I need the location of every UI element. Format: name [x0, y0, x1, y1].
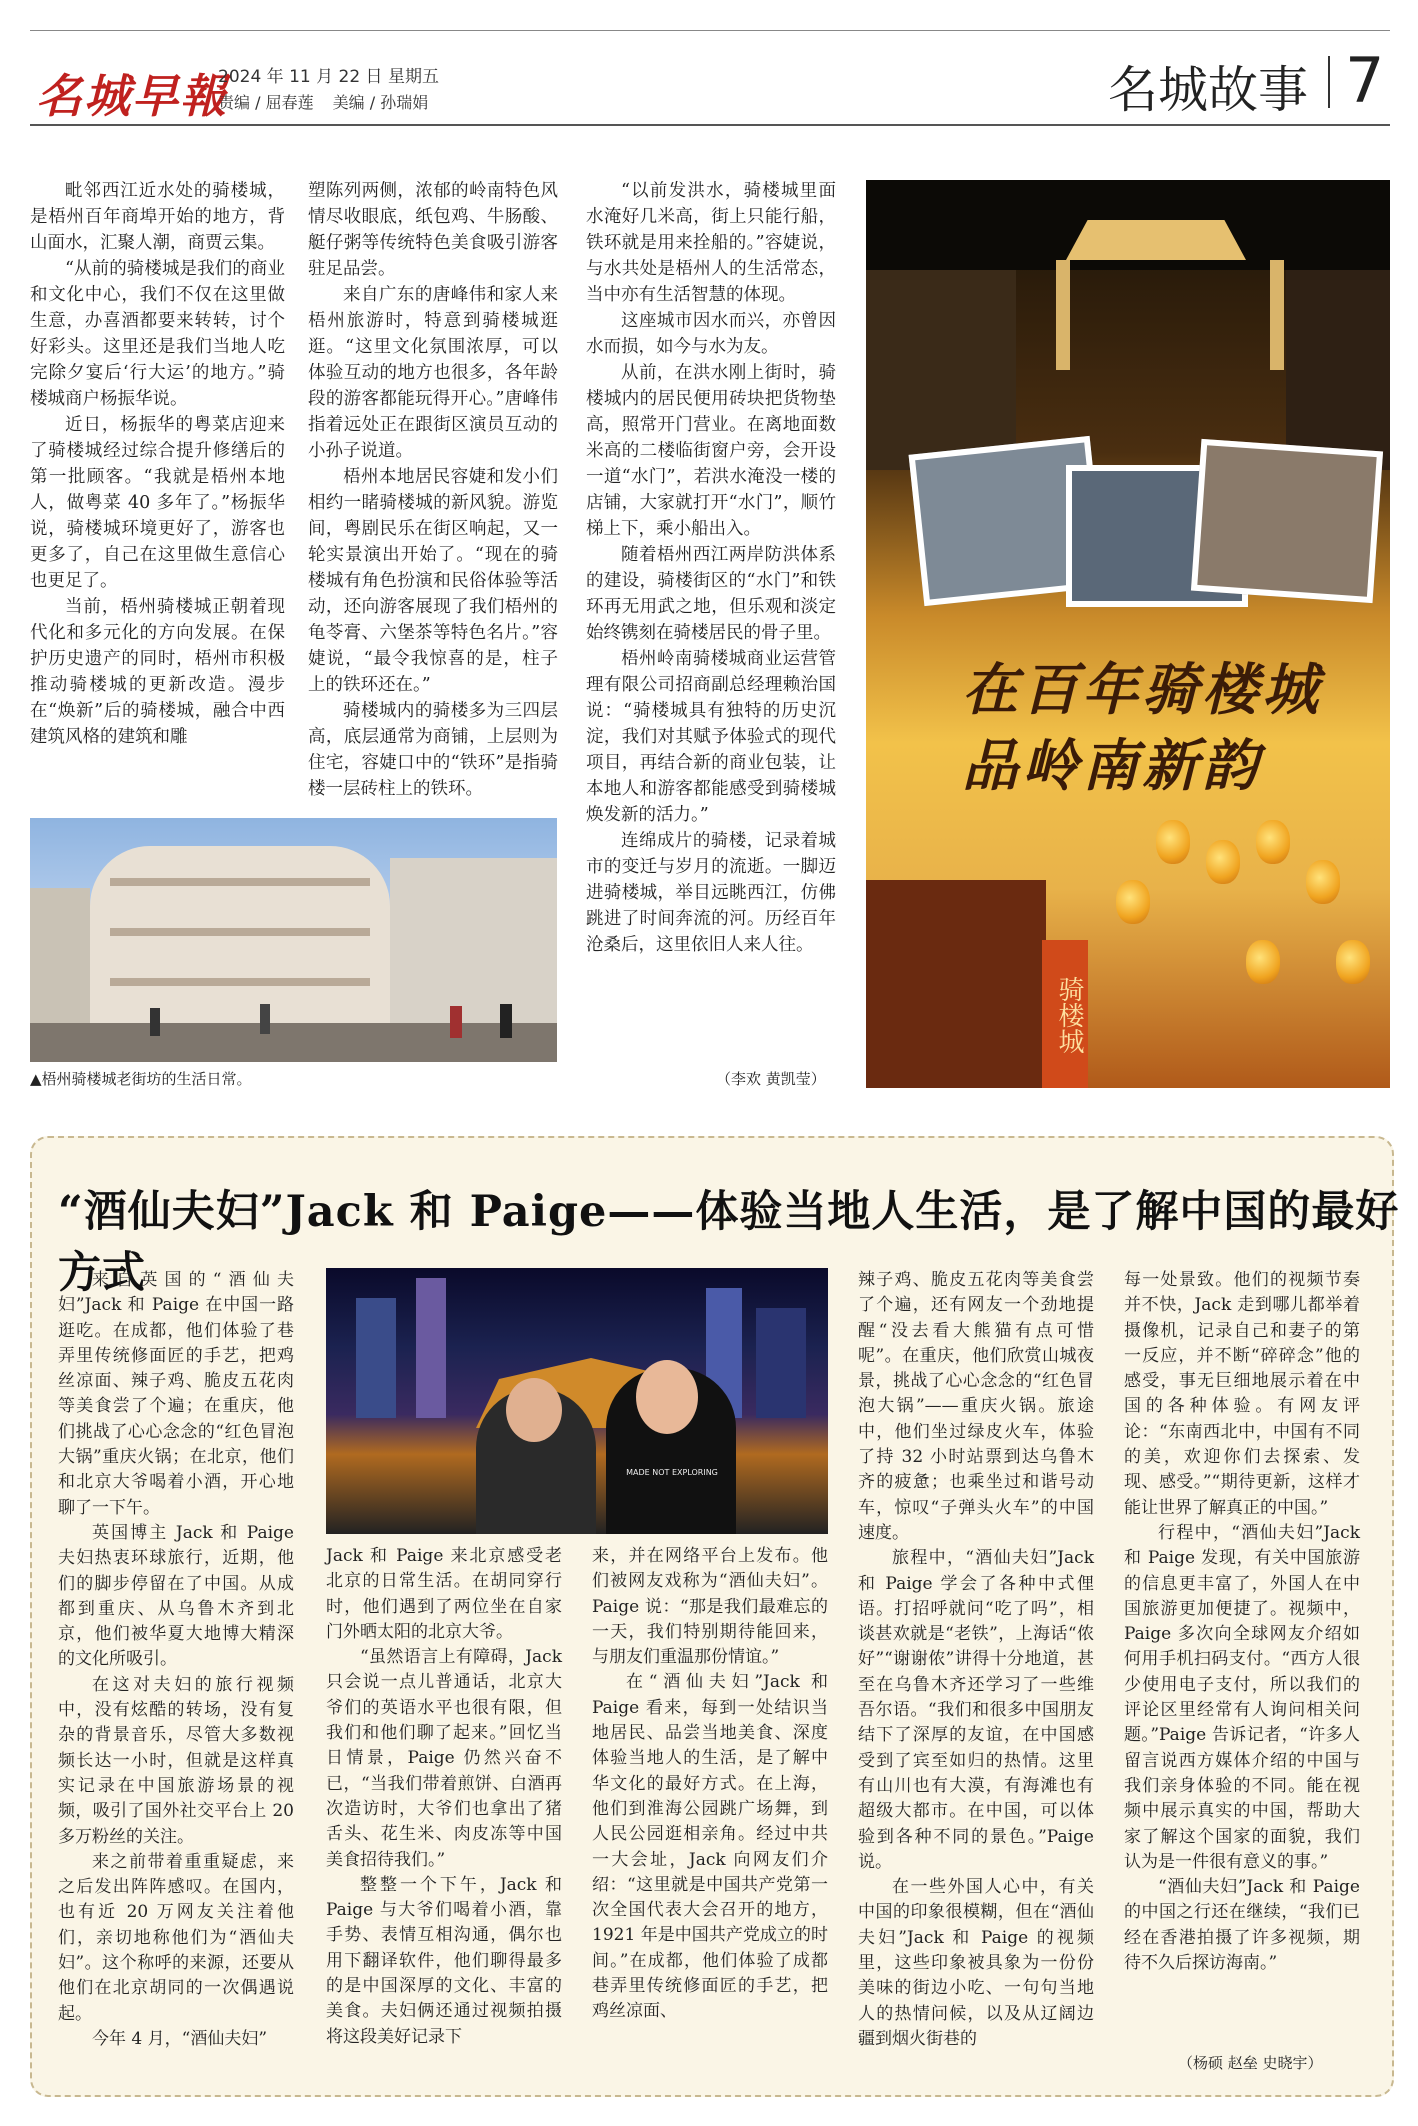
- paragraph: 辣子鸡、脆皮五花肉等美食尝了个遍，还有网友一个劲地提醒“没去看大熊猫有点可惜呢”。在重庆，他们欣赏山城夜景，挑战了心心念念的“红色冒泡大锅”——重庆火锅。旅途中，他们坐过绿皮火车，体验了持 32 小时站票到达乌鲁木齐的疲惫；也乘坐过和谐号动车，惊叹“子弹头火车”的中国速度。: [858, 1270, 1094, 1543]
- paragraph: 从前，在洪水刚上街时，骑楼城内的居民便用砖块把货物垫高，照常开门营业。在离地面数米高的二楼临街窗户旁，会开设一道“水门”，若洪水淹没一楼的店铺，大家就打开“水门”，顺竹梯上下，乘小船出入。: [586, 363, 836, 539]
- couple-night-photo: [326, 1268, 828, 1534]
- poster-headline-line1: 在百年骑楼城: [962, 657, 1322, 723]
- paragraph: 来，并在网络平台上发布。他们被网友戏称为“酒仙夫妇”。Paige 说：“那是我们最难忘的一天，我们特别期待能回来，与朋友们重温那份情谊。”: [592, 1546, 828, 1668]
- article1-column-2: [308, 178, 558, 802]
- paragraph: 在“酒仙夫妇”Jack 和 Paige 看来，每到一处结识当地居民、品尝当地美食、深度体验当地人的生活，是了解中华文化的最好方式。在上海，他们到淮海公园跳广场舞，到人民公园逛相亲角。经过中共一大会址，Jack 向网友们介绍：“这里就是中国共产党第一次全国代表大会召开的地方，1921 年是中国共产党成立的时间。”在成都，他们体验了成都巷弄里传统修面匠的手艺，把鸡丝凉面、: [592, 1672, 828, 2022]
- page-number: 7: [1345, 44, 1385, 117]
- paragraph: “虽然语言上有障碍，Jack 只会说一点儿普通话，北京大爷们的英语水平也很有限，但我们和他们聊了起来。”回忆当日情景，Paige 仍然兴奋不已，“当我们带着煎饼、白酒再次造访时，大爷们也拿出了猪舌头、花生米、肉皮冻等中国美食招待我们。”: [326, 1647, 562, 1870]
- header-bottom-rule: [30, 124, 1390, 126]
- paragraph: 连绵成片的骑楼，记录着城市的变迁与岁月的流逝。一脚迈进骑楼城，举目远眺西江，仿佛跳进了时间奔流的河。历经百年沧桑后，这里依旧人来人往。: [586, 831, 836, 955]
- paragraph: 在这对夫妇的旅行视频中，没有炫酷的转场，没有复杂的背景音乐，尽管大多数视频长达一小时，但就是这样真实记录在中国旅游场景的视频，吸引了国外社交平台上 20 多万粉丝的关注。: [58, 1674, 294, 1847]
- newspaper-logo: 名城早報: [36, 69, 228, 123]
- paragraph: 在一些外国人心中，有关中国的印象很模糊，但在“酒仙夫妇”Jack 和 Paige 的视频里，这些印象被具象为一份份美味的街边小吃、一句句当地人的热情问候，以及从辽阔边疆到烟火街巷的: [858, 1877, 1094, 2049]
- paragraph: 梧州本地居民容婕和发小们相约一睹骑楼城的新风貌。游览间，粤剧民乐在街区响起，又一轮实景演出开始了。“现在的骑楼城有角色扮演和民俗体验等活动，还向游客展现了我们梧州的龟苓膏、六堡茶等特色名片。”容婕说，“最令我惊喜的是，柱子上的铁环还在。”: [308, 467, 558, 695]
- article2-column-2: [326, 1544, 562, 2050]
- feature-poster: [866, 180, 1390, 1088]
- paragraph: 这座城市因水而兴，亦曾因水而损，如今与水为友。: [586, 311, 836, 357]
- top-rule: [30, 30, 1390, 31]
- paragraph: 当前，梧州骑楼城正朝着现代化和多元化的方向发展。在保护历史遗产的同时，梧州市积极推动骑楼城的更新改造。漫步在“焕新”后的骑楼城，融合中西建筑风格的建筑和雕: [30, 597, 285, 747]
- paragraph: “以前发洪水，骑楼城里面水淹好几米高，街上只能行船，铁环就是用来拴船的。”容婕说，与水共处是梧州人的生活常态，当中亦有生活智慧的体现。: [586, 181, 836, 305]
- paragraph: 行程中，“酒仙夫妇”Jack 和 Paige 发现，有关中国旅游的信息更丰富了，外国人在中国旅游更加便捷了。视频中，Paige 多次向全球网友介绍如何用手机扫码支付。“西方人很少使用电子支付，所以我们的评论区里经常有人询问相关问题。”Paige 告诉记者，“许多人留言说西方媒体介绍的中国与我们亲身体验的不同。能在视频中展示真实的中国，帮助大家了解这个国家的面貌，我们认为是一件很有意义的事。”: [1124, 1522, 1360, 1872]
- article1-column-1: [30, 178, 285, 750]
- article1-column-3: [586, 178, 836, 958]
- designer: 美编 / 孙瑞娟: [332, 93, 429, 112]
- article2-headline: “酒仙夫妇”Jack 和 Paige——体验当地人生活，是了解中国的最好方式: [58, 1187, 1400, 1298]
- tshirt-text: MADE NOT EXPLORING: [626, 1468, 718, 1477]
- paragraph: “酒仙夫妇”Jack 和 Paige 的中国之行还在继续，“我们已经在香港拍摄了许多视频，期待不久后探访海南。”: [1124, 1877, 1360, 1974]
- paragraph: 每一处景致。他们的视频节奏并不快，Jack 走到哪儿都举着摄像机，记录自己和妻子的第一反应，并不断“碎碎念”他的感受，事无巨细地展示着在中国的各种体验。有网友评论：“东南西北中，中国有不同的美，欢迎你们去探索、发现、感受。”“期待更新，这样才能让世界了解真正的中国。”: [1124, 1270, 1360, 1518]
- paragraph: 来自英国的“酒仙夫妇”Jack 和 Paige 在中国一路逛吃。在成都，他们体验了巷弄里传统修面匠的手艺，把鸡丝凉面、辣子鸡、脆皮五花肉等美食尝了个遍；在重庆，他们挑战了心心念念的“红色冒泡大锅”重庆火锅；在北京，他们和北京大爷喝着小酒，开心地聊了一下午。: [58, 1270, 294, 1518]
- paragraph: 来之前带着重重疑虑，来之后发出阵阵感叹。在国内，也有近 20 万网友关注着他们，亲切地称他们为“酒仙夫妇”。这个称呼的来源，还要从他们在北京胡同的一次偶遇说起。: [58, 1851, 294, 2024]
- paragraph: “从前的骑楼城是我们的商业和文化中心，我们不仅在这里做生意，办喜酒都要来转转，讨个好彩头。这里还是我们当地人吃完除夕宴后‘行大运’的地方。”骑楼城商户杨振华说。: [30, 259, 285, 409]
- paragraph: 骑楼城内的骑楼多为三四层高，底层通常为商铺，上层则为住宅，容婕口中的“铁环”是指骑楼一层砖柱上的铁环。: [308, 701, 558, 799]
- article2-byline: （杨硕 赵垒 史晓宇）: [1178, 2054, 1323, 2072]
- article2-column-5: [1124, 1268, 1360, 1976]
- poster-headline: [962, 652, 1322, 804]
- article2-column-1: [58, 1268, 294, 2052]
- photo-caption: ▲梧州骑楼城老街坊的生活日常。: [30, 1070, 252, 1088]
- arcade-street-photo: [30, 818, 557, 1062]
- section-title: 名城故事: [1108, 61, 1308, 119]
- paragraph: 梧州岭南骑楼城商业运营管理有限公司招商副总经理赖治国说：“骑楼城具有独特的历史沉淀，我们对其赋予体验式的现代项目，再结合新的商业包装，让本地人和游客都能感受到骑楼城焕发新的活力。”: [586, 649, 836, 825]
- paragraph: 随着梧州西江两岸防洪体系的建设，骑楼街区的“水门”和铁环再无用武之地，但乐观和淡定始终镌刻在骑楼居民的骨子里。: [586, 545, 836, 643]
- poster-headline-line2: 品岭南新韵: [962, 733, 1262, 799]
- poster-sign: 骑楼城: [1042, 940, 1088, 1088]
- header-divider: [1328, 56, 1330, 108]
- paragraph: 来自广东的唐峰伟和家人来梧州旅游时，特意到骑楼城逛逛。“这里文化氛围浓厚，可以体验互动的地方也很多，各年龄段的游客都能玩得开心。”唐峰伟指着远处正在跟街区演员互动的小孙子说道。: [308, 285, 558, 461]
- issue-date: 2024 年 11 月 22 日 星期五: [218, 67, 439, 87]
- paragraph: 整整一个下午，Jack 和 Paige 与大爷们喝着小酒，靠手势、表情互相沟通，偶尔也用下翻译软件，他们聊得最多的是中国深厚的文化、丰富的美食。夫妇俩还通过视频拍摄将这段美好记录下: [326, 1874, 562, 2047]
- paragraph: 今年 4 月，“酒仙夫妇”: [92, 2028, 268, 2049]
- paragraph: 塑陈列两侧，浓郁的岭南特色风情尽收眼底，纸包鸡、牛肠酸、艇仔粥等传统特色美食吸引游客驻足品尝。: [308, 181, 558, 279]
- paragraph: 旅程中，“酒仙夫妇”Jack 和 Paige 学会了各种中式俚语。打招呼就问“吃了吗”，相谈甚欢就是“老铁”，上海话“侬好”“谢谢侬”讲得十分地道，甚至在乌鲁木齐还学习了一些维吾尔语。“我们和很多中国朋友结下了深厚的友谊，在中国感受到了宾至如归的热情。这里有山川也有大漠，有海滩也有超级大都市。在中国，可以体验到各种不同的景色。”Paige 说。: [858, 1548, 1094, 1872]
- editor-credits: [218, 90, 442, 113]
- paragraph: 近日，杨振华的粤菜店迎来了骑楼城经过综合提升修缮后的第一批顾客。“我就是梧州本地人，做粤菜 40 多年了。”杨振华说，骑楼城环境更好了，游客也更多了，自己在这里做生意信心也更足了。: [30, 415, 285, 591]
- article2-column-4: [858, 1268, 1094, 2052]
- article2-column-3: [592, 1544, 828, 2025]
- byline: （李欢 黄凯莹）: [716, 1070, 826, 1088]
- editor: 责编 / 屈春莲: [218, 93, 314, 112]
- paragraph: 毗邻西江近水处的骑楼城，是梧州百年商埠开始的地方，背山面水，汇聚人潮，商贾云集。: [30, 181, 285, 253]
- paragraph: 英国博主 Jack 和 Paige 夫妇热衷环球旅行，近期，他们的脚步停留在了中国。从成都到重庆、从乌鲁木齐到北京，他们被华夏大地博大精深的文化所吸引。: [58, 1522, 294, 1670]
- paragraph: Jack 和 Paige 来北京感受老北京的日常生活。在胡同穿行时，他们遇到了两位坐在自家门外晒太阳的北京大爷。: [326, 1546, 562, 1642]
